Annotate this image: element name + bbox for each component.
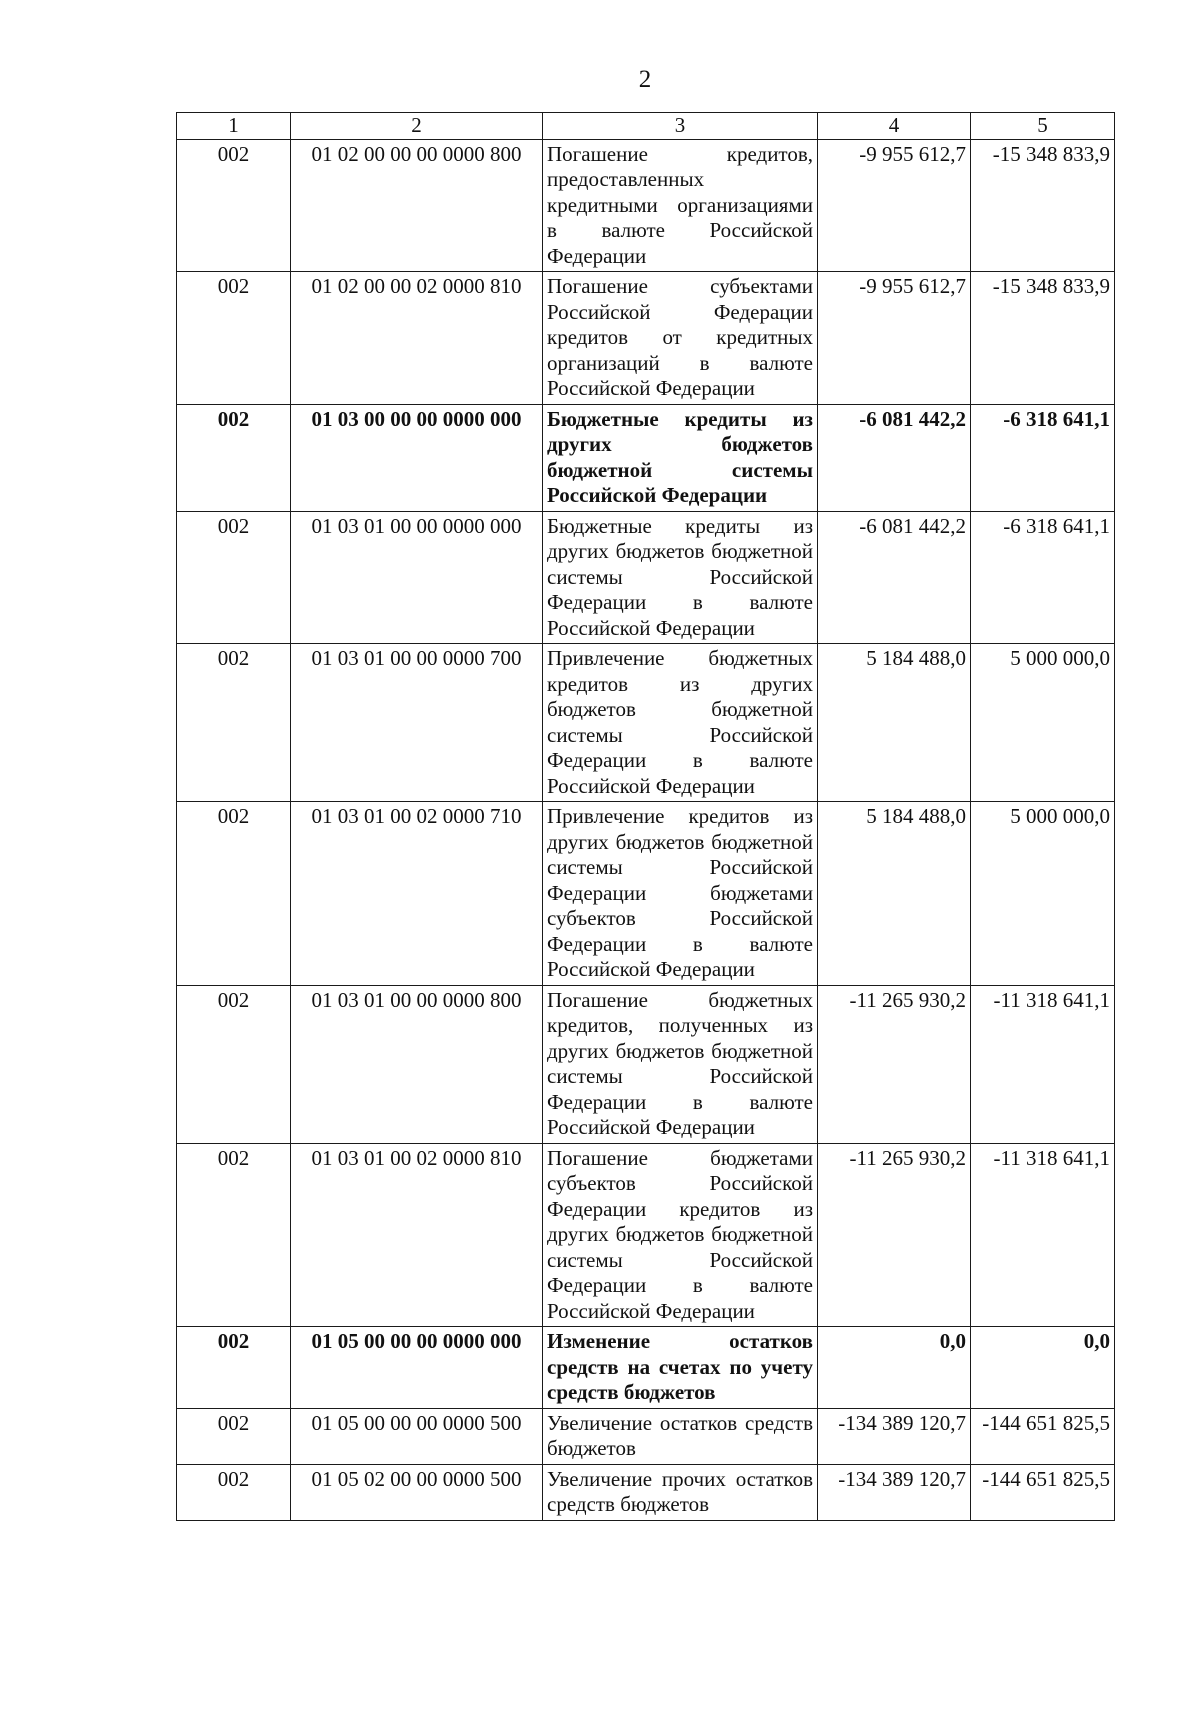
budget-code-cell: 01 03 01 00 02 0000 710 xyxy=(291,802,543,986)
budget-sources-table xyxy=(176,112,1115,1521)
table-body xyxy=(177,139,1115,1520)
table-header-row xyxy=(177,113,1115,140)
table-row xyxy=(177,404,1115,511)
table-row xyxy=(177,985,1115,1143)
description-cell: Изменение остатков средств на счетах по учету средств бюджетов xyxy=(543,1327,818,1409)
table-row xyxy=(177,272,1115,405)
description-cell: Бюджетные кредиты из других бюджетов бюджетной системы Российской Федерации в валюте Российской Федерации xyxy=(543,511,818,644)
admin-code-cell: 002 xyxy=(177,272,291,405)
budget-code-cell: 01 03 01 00 02 0000 810 xyxy=(291,1143,543,1327)
column-header-5: 5 xyxy=(971,113,1115,140)
amount-2021-cell: -144 651 825,5 xyxy=(971,1464,1115,1520)
amount-2021-cell: -144 651 825,5 xyxy=(971,1408,1115,1464)
amount-2020-cell: 0,0 xyxy=(818,1327,971,1409)
amount-2021-cell: -15 348 833,9 xyxy=(971,139,1115,272)
admin-code-cell: 002 xyxy=(177,1464,291,1520)
amount-2020-cell: -6 081 442,2 xyxy=(818,404,971,511)
budget-code-cell: 01 02 00 00 02 0000 810 xyxy=(291,272,543,405)
column-header-2: 2 xyxy=(291,113,543,140)
amount-2020-cell: -134 389 120,7 xyxy=(818,1464,971,1520)
amount-2020-cell: -11 265 930,2 xyxy=(818,1143,971,1327)
table-row xyxy=(177,511,1115,644)
table-row xyxy=(177,1143,1115,1327)
description-cell: Увеличение остатков средств бюджетов xyxy=(543,1408,818,1464)
table-row xyxy=(177,1408,1115,1464)
admin-code-cell: 002 xyxy=(177,139,291,272)
budget-code-cell: 01 05 00 00 00 0000 000 xyxy=(291,1327,543,1409)
amount-2021-cell: 0,0 xyxy=(971,1327,1115,1409)
amount-2020-cell: -9 955 612,7 xyxy=(818,139,971,272)
table-row xyxy=(177,644,1115,802)
budget-code-cell: 01 02 00 00 00 0000 800 xyxy=(291,139,543,272)
description-cell: Привлечение кредитов из других бюджетов бюджетной системы Российской Федерации бюджетами субъектов Российской Федерации в валюте Российской Федерации xyxy=(543,802,818,986)
budget-code-cell: 01 03 01 00 00 0000 700 xyxy=(291,644,543,802)
budget-code-cell: 01 03 01 00 00 0000 800 xyxy=(291,985,543,1143)
admin-code-cell: 002 xyxy=(177,644,291,802)
admin-code-cell: 002 xyxy=(177,511,291,644)
admin-code-cell: 002 xyxy=(177,404,291,511)
description-cell: Погашение кредитов, предоставленных кредитными организациями в валюте Российской Федерации xyxy=(543,139,818,272)
amount-2021-cell: -11 318 641,1 xyxy=(971,985,1115,1143)
amount-2020-cell: 5 184 488,0 xyxy=(818,644,971,802)
table-row xyxy=(177,139,1115,272)
amount-2021-cell: -15 348 833,9 xyxy=(971,272,1115,405)
amount-2020-cell: -11 265 930,2 xyxy=(818,985,971,1143)
budget-code-cell: 01 05 02 00 00 0000 500 xyxy=(291,1464,543,1520)
admin-code-cell: 002 xyxy=(177,1408,291,1464)
amount-2020-cell: 5 184 488,0 xyxy=(818,802,971,986)
table-row xyxy=(177,1327,1115,1409)
admin-code-cell: 002 xyxy=(177,985,291,1143)
description-cell: Погашение субъектами Российской Федерации кредитов от кредитных организаций в валюте Российской Федерации xyxy=(543,272,818,405)
description-cell: Бюджетные кредиты из других бюджетов бюджетной системы Российской Федерации xyxy=(543,404,818,511)
table-row xyxy=(177,802,1115,986)
amount-2021-cell: -6 318 641,1 xyxy=(971,511,1115,644)
budget-code-cell: 01 05 00 00 00 0000 500 xyxy=(291,1408,543,1464)
amount-2021-cell: 5 000 000,0 xyxy=(971,802,1115,986)
amount-2020-cell: -134 389 120,7 xyxy=(818,1408,971,1464)
admin-code-cell: 002 xyxy=(177,1143,291,1327)
description-cell: Погашение бюджетных кредитов, полученных из других бюджетов бюджетной системы Российской Федерации в валюте Российской Федерации xyxy=(543,985,818,1143)
column-header-3: 3 xyxy=(543,113,818,140)
budget-code-cell: 01 03 01 00 00 0000 000 xyxy=(291,511,543,644)
description-cell: Увеличение прочих остатков средств бюджетов xyxy=(543,1464,818,1520)
budget-code-cell: 01 03 00 00 00 0000 000 xyxy=(291,404,543,511)
page-number: 2 xyxy=(638,66,652,93)
description-cell: Погашение бюджетами субъектов Российской Федерации кредитов из других бюджетов бюджетной системы Российской Федерации в валюте Российской Федерации xyxy=(543,1143,818,1327)
amount-2021-cell: 5 000 000,0 xyxy=(971,644,1115,802)
admin-code-cell: 002 xyxy=(177,1327,291,1409)
amount-2021-cell: -11 318 641,1 xyxy=(971,1143,1115,1327)
admin-code-cell: 002 xyxy=(177,802,291,986)
amount-2021-cell: -6 318 641,1 xyxy=(971,404,1115,511)
table-row xyxy=(177,1464,1115,1520)
column-header-1: 1 xyxy=(177,113,291,140)
amount-2020-cell: -6 081 442,2 xyxy=(818,511,971,644)
amount-2020-cell: -9 955 612,7 xyxy=(818,272,971,405)
description-cell: Привлечение бюджетных кредитов из других бюджетов бюджетной системы Российской Федерации в валюте Российской Федерации xyxy=(543,644,818,802)
column-header-4: 4 xyxy=(818,113,971,140)
